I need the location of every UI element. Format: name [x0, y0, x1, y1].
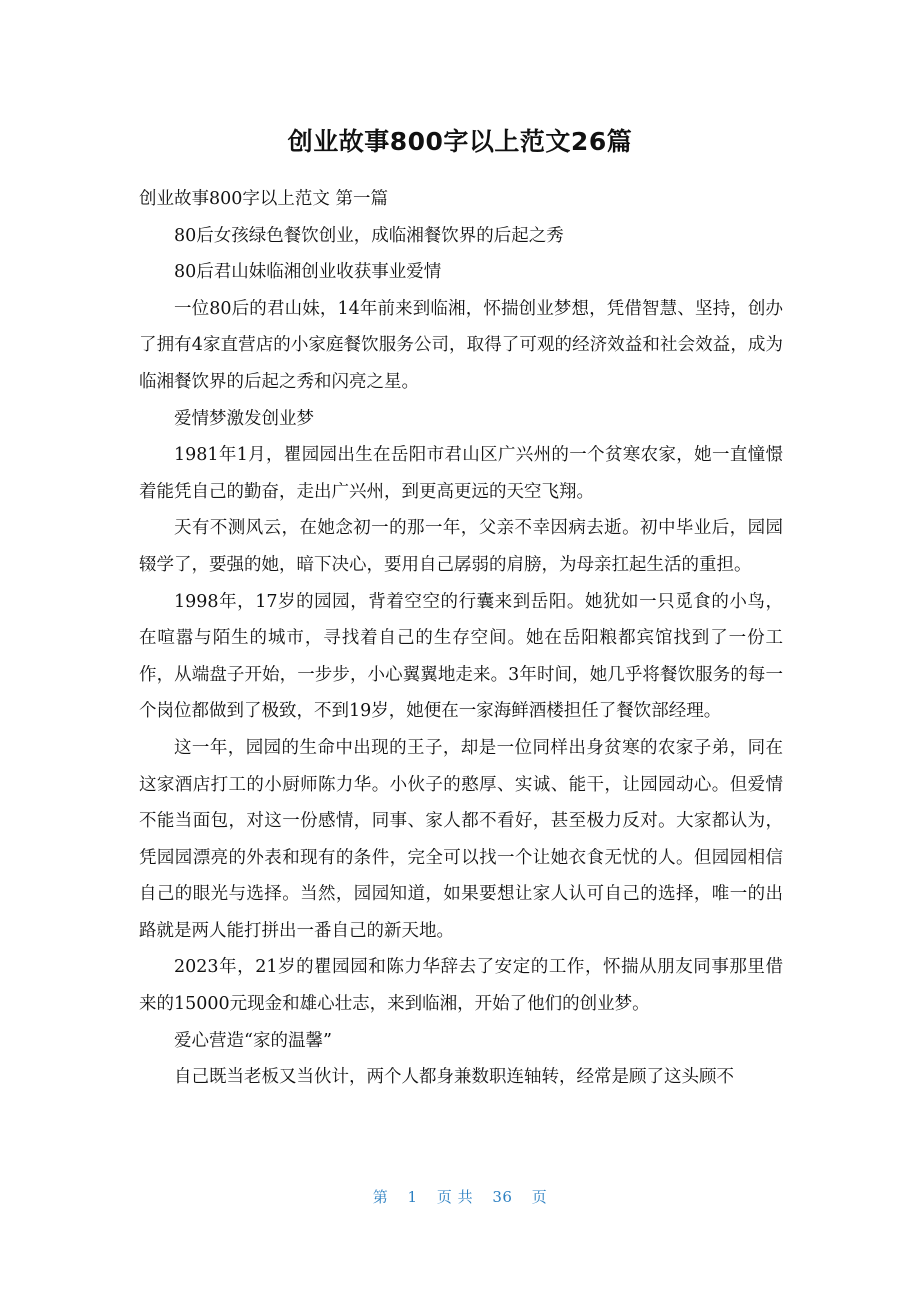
footer-pages-label: 页 — [531, 1188, 548, 1206]
footer-page-label: 第 — [372, 1188, 389, 1206]
subheading: 爱情梦激发创业梦 — [174, 408, 314, 429]
section-heading: 创业故事800字以上范文 第一篇 — [139, 189, 388, 209]
paragraph: 80后君山妹临湘创业收获事业爱情 — [174, 262, 442, 283]
footer-total-pages: 36 — [492, 1188, 513, 1206]
subheading: 爱心营造“家的温馨” — [174, 1030, 332, 1051]
document-title: 创业故事800字以上范文26篇 — [287, 127, 633, 156]
footer-of-label: 页 共 — [436, 1188, 474, 1206]
paragraph: 自己既当老板又当伙计，两个人都身兼数职连轴转，经常是顾了这头顾不 — [174, 1067, 734, 1088]
page-footer — [0, 1186, 920, 1207]
paragraph: 一位80后的君山妹，14年前来到临湘，怀揣创业梦想，凭借智慧、坚持，创办了拥有4家直营店的小家庭餐饮服务公司，取得了可观的经济效益和社会效益，成为临湘餐饮界的后起之秀和闪亮之星。 — [139, 298, 783, 392]
paragraph: 2023年，21岁的瞿园园和陈力华辞去了安定的工作，怀揣从朋友同事那里借来的15000元现金和雄心壮志，来到临湘，开始了他们的创业梦。 — [139, 957, 783, 1015]
paragraph: 天有不测风云，在她念初一的那一年，父亲不幸因病去逝。初中毕业后，园园辍学了，要强的她，暗下决心，要用自己孱弱的肩膀，为母亲扛起生活的重担。 — [139, 518, 783, 575]
footer-current-page: 1 — [407, 1188, 418, 1206]
paragraph: 80后女孩绿色餐饮创业，成临湘餐饮界的后起之秀 — [174, 225, 564, 246]
paragraph: 1998年，17岁的园园，背着空空的行囊来到岳阳。她犹如一只觅食的小鸟，在喧嚣与陌生的城市，寻找着自己的生存空间。她在岳阳粮都宾馆找到了一份工作，从端盘子开始，一步步，小心翼翼地走来。3年时间，她几乎将餐饮服务的每一个岗位都做到了极致，不到19岁，她便在一家海鲜酒楼担任了餐饮部经理。 — [139, 591, 783, 722]
paragraph: 这一年，园园的生命中出现的王子，却是一位同样出身贫寒的农家子弟，同在这家酒店打工的小厨师陈力华。小伙子的憨厚、实诚、能干，让园园动心。但爱情不能当面包，对这一份感情，同事、家人都不看好，甚至极力反对。大家都认为，凭园园漂亮的外表和现有的条件，完全可以找一个让她衣食无忧的人。但园园相信自己的眼光与选择。当然，园园知道，如果要想让家人认可自己的选择，唯一的出路就是两人能打拼出一番自己的新天地。 — [139, 737, 783, 941]
document-body — [139, 181, 783, 1096]
paragraph: 1981年1月，瞿园园出生在岳阳市君山区广兴州的一个贫寒农家，她一直憧憬着能凭自己的勤奋，走出广兴州，到更高更远的天空飞翔。 — [139, 445, 783, 502]
